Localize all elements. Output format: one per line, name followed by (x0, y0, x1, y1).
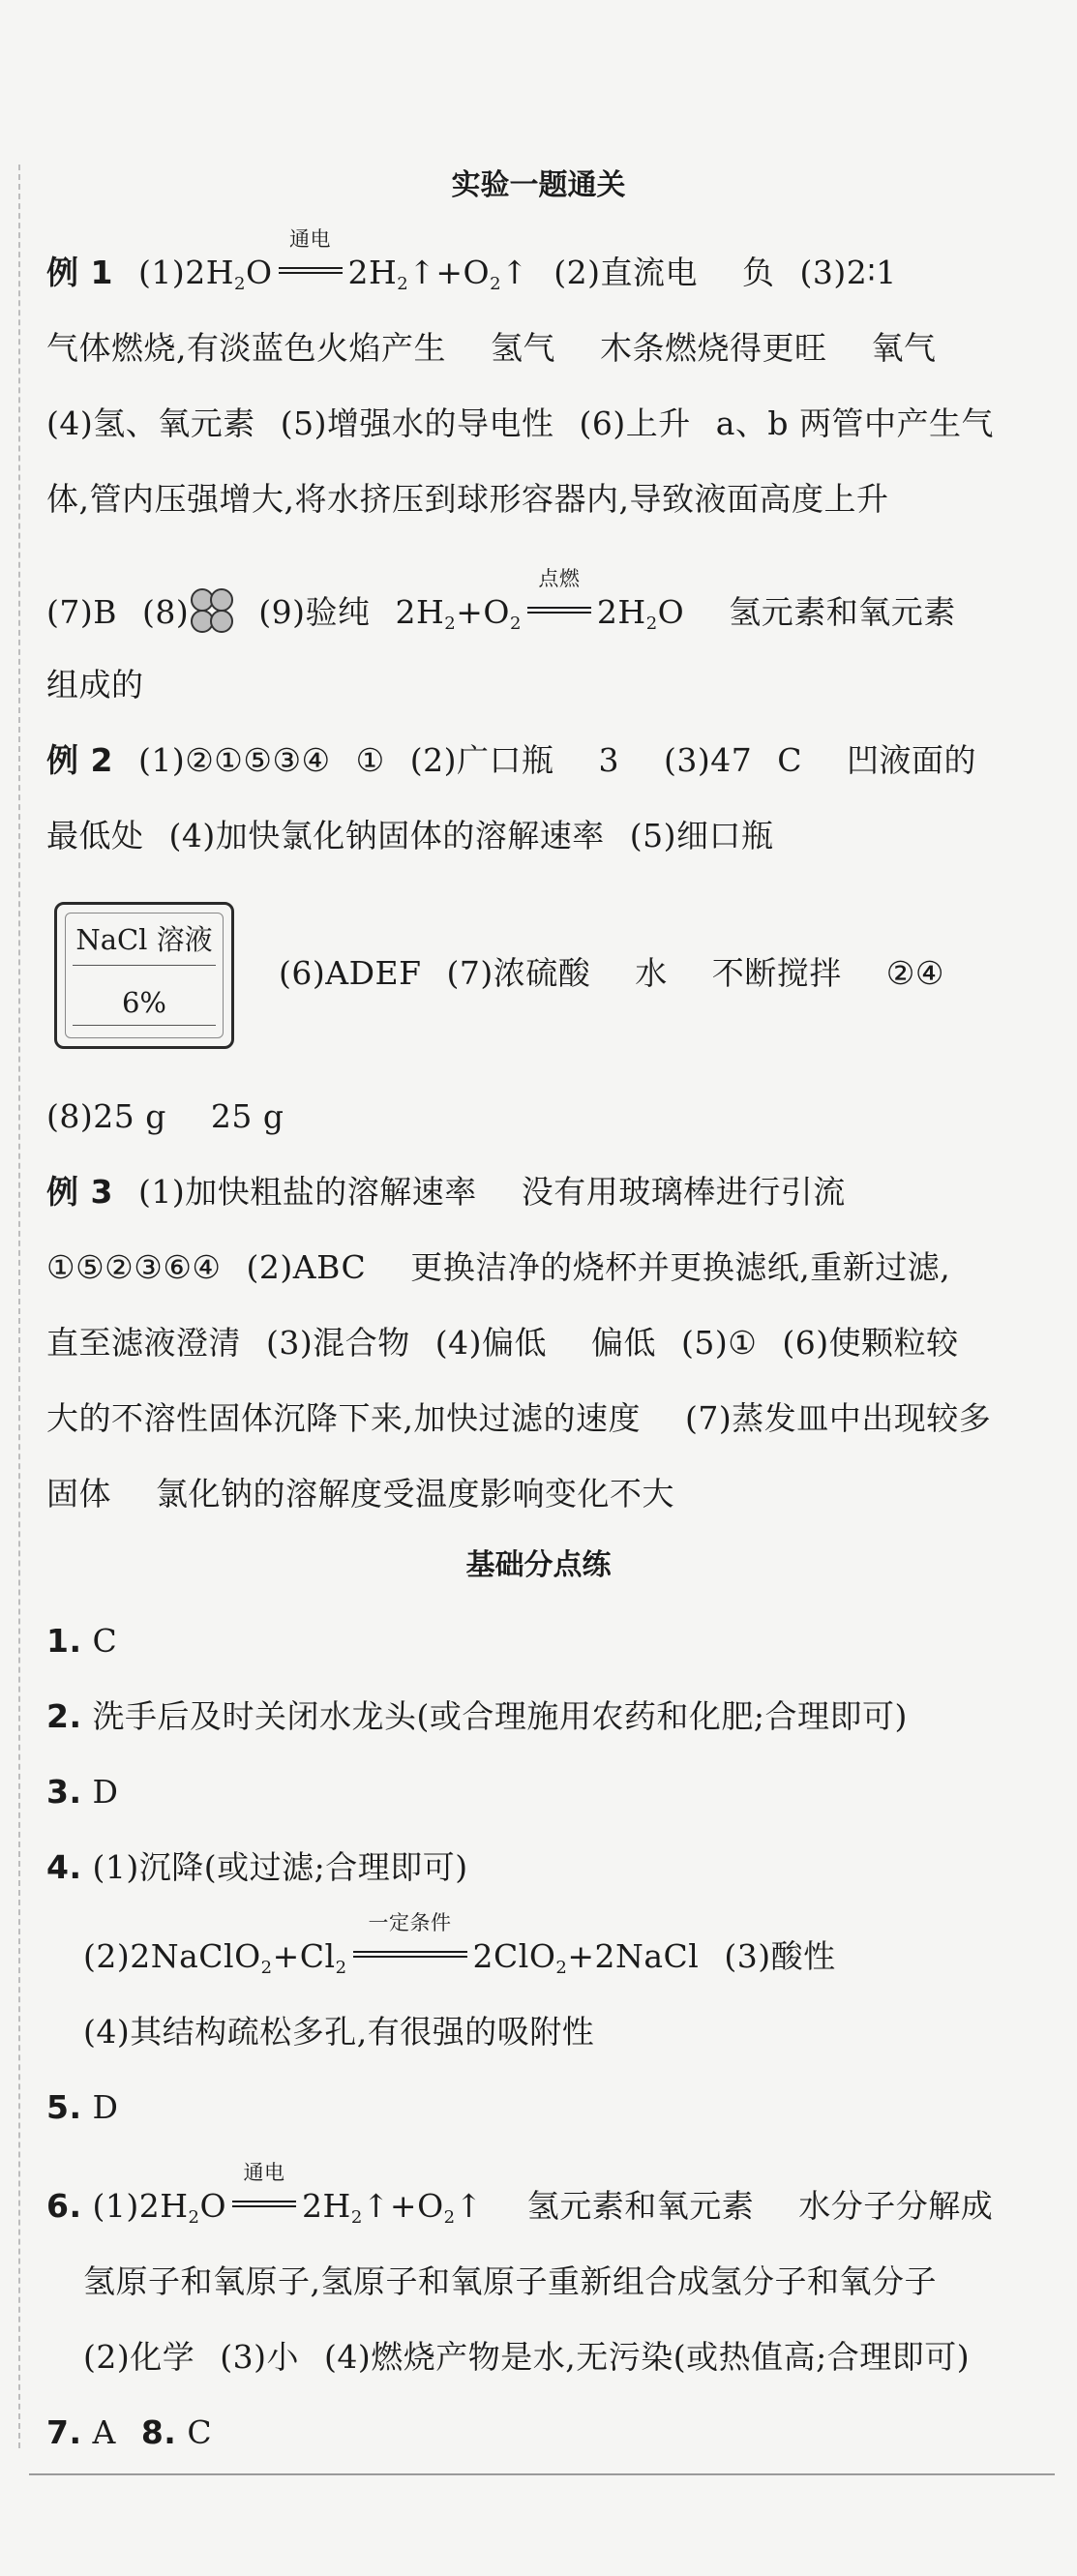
text: +O (456, 593, 510, 631)
text: ②④ (885, 954, 944, 992)
text: 2H (395, 593, 445, 631)
example1-line2 (46, 329, 937, 368)
example3-line4 (46, 1399, 991, 1438)
text: a、b 两管中产生气 (715, 404, 995, 442)
text: 不断搅拌 (711, 954, 842, 992)
text: ↑+O (362, 2187, 444, 2225)
reaction-condition (353, 1911, 467, 1976)
text: (9)验纯 (258, 593, 371, 631)
reaction-condition (232, 2161, 296, 2226)
label-concentration: 6% (121, 986, 166, 1019)
text: (4)加快氯化钠固体的溶解速率 (168, 817, 605, 854)
text: (5)① (681, 1324, 758, 1362)
text: (2)2NaClO (83, 1937, 261, 1975)
margin-divider (18, 165, 20, 2448)
text: 2ClO (472, 1937, 556, 1975)
question-2 (46, 1697, 908, 1736)
text: ↑ (455, 2187, 483, 2225)
text: (1)2H (137, 254, 234, 291)
text: 氯化钠的溶解度受温度影响变化不大 (156, 1475, 674, 1513)
condition-label: 通电 (289, 227, 331, 251)
question-4-line3: (4)其结构疏松多孔,有很强的吸附性 (83, 2013, 595, 2051)
text: (3)47 (663, 741, 753, 779)
text: (6)使颗粒较 (782, 1324, 959, 1362)
text: +2NaCl (567, 1937, 700, 1975)
subscript: 2 (490, 274, 502, 294)
example3-label: 例 3 (46, 1173, 113, 1211)
subscript: 2 (335, 1958, 347, 1978)
subscript: 2 (188, 2207, 200, 2228)
text: (3)酸性 (724, 1937, 836, 1975)
text: 2H (596, 593, 646, 631)
question-4-line2 (83, 1911, 836, 1978)
page-bottom-rule (29, 2473, 1055, 2475)
question-number: 6. (46, 2187, 82, 2225)
text: (5)细口瓶 (629, 817, 774, 854)
text: 大的不溶性固体沉降下来,加快过滤的速度 (46, 1399, 641, 1437)
text: (4)偏低 (434, 1324, 547, 1362)
text: 偏低 (591, 1324, 656, 1362)
text: 水 (635, 954, 668, 992)
text: (1)②①⑤③④ (137, 741, 331, 779)
text: O (657, 593, 685, 631)
text: C (187, 2413, 213, 2451)
question-number: 4. (46, 1848, 82, 1886)
text: (7)浓硫酸 (446, 954, 591, 992)
subscript: 2 (397, 274, 409, 294)
question-number: 7. (46, 2413, 82, 2451)
text: (7)B (46, 593, 117, 631)
text: (2)ABC (246, 1248, 367, 1286)
question-1 (46, 1622, 117, 1661)
text: (2)直流电 (553, 254, 698, 291)
text: 2H (302, 2187, 351, 2225)
text: (1)加快粗盐的溶解速率 (137, 1173, 477, 1211)
text: 木条燃烧得更旺 (600, 329, 827, 367)
subscript: 2 (260, 1958, 273, 1978)
text: (6)上升 (579, 404, 691, 442)
text: (4)氢、氧元素 (46, 404, 255, 442)
text: 25 g (210, 1097, 284, 1135)
reagent-bottle-label (54, 902, 234, 1049)
text: +Cl (272, 1937, 336, 1975)
text: ↑ (501, 254, 529, 291)
example1-label: 例 1 (46, 254, 113, 291)
text: 氢元素和氧元素 (526, 2187, 755, 2225)
question-5 (46, 2088, 118, 2127)
text: O (199, 2187, 227, 2225)
example2-line3 (279, 954, 944, 993)
text: 水分子分解成 (798, 2187, 994, 2225)
subscript: 2 (350, 2207, 363, 2228)
section-title-experiment: 实验一题通关 (451, 168, 626, 202)
text: (3)小 (220, 2338, 299, 2376)
subscript: 2 (444, 614, 457, 634)
text: (3)2∶1 (799, 254, 897, 291)
text: (6)ADEF (279, 954, 422, 992)
question-6 (46, 2161, 994, 2228)
example1-line3 (46, 404, 994, 443)
text: (2)化学 (83, 2338, 195, 2376)
text: C (92, 1622, 118, 1660)
text: (1)2H (92, 2187, 189, 2225)
example2-label: 例 2 (46, 741, 113, 779)
label-solution-name: NaCl 溶液 (75, 923, 213, 956)
hydrogen-molecule-diagram-icon (189, 588, 233, 633)
text: (8)25 g (46, 1097, 166, 1135)
question-6-line3 (83, 2338, 970, 2377)
subscript: 2 (443, 2207, 456, 2228)
subscript: 2 (645, 614, 658, 634)
question-number: 5. (46, 2088, 82, 2126)
text: ①⑤②③⑥④ (46, 1248, 222, 1286)
subscript: 2 (555, 1958, 568, 1978)
example2-line4 (46, 1097, 284, 1136)
text: (2)广口瓶 (409, 741, 554, 779)
example3-line3 (46, 1324, 959, 1363)
text: 没有用玻璃棒进行引流 (521, 1173, 846, 1211)
text: 气体燃烧,有淡蓝色火焰产生 (46, 329, 446, 367)
example3-line2 (46, 1248, 950, 1287)
text: ① (355, 741, 385, 779)
text: 3 (598, 741, 619, 779)
example2-line2 (46, 817, 774, 855)
question-number: 2. (46, 1697, 82, 1735)
text: A (92, 2413, 116, 2451)
condition-label: 通电 (243, 2161, 285, 2184)
text: 氢气 (491, 329, 555, 367)
text: D (92, 1773, 119, 1811)
question-4 (46, 1848, 468, 1887)
text: 直至滤液澄清 (46, 1324, 241, 1362)
text: 洗手后及时关闭水龙头(或合理施用农药和化肥;合理即可) (92, 1697, 908, 1735)
text: 2H (347, 254, 398, 291)
text: D (92, 2088, 119, 2126)
example2-line1 (46, 741, 976, 780)
subscript: 2 (509, 614, 522, 634)
text: 负 (741, 254, 775, 291)
text: 更换洁净的烧杯并更换滤纸,重新过滤, (410, 1248, 951, 1286)
subscript: 2 (233, 274, 246, 294)
text: (1)沉降(或过滤;合理即可) (92, 1848, 468, 1886)
section-title-basics: 基础分点练 (465, 1548, 612, 1582)
example1-line1 (46, 227, 897, 294)
text: (8) (142, 593, 190, 631)
question-6-line2: 氢原子和氧原子,氢原子和氧原子重新组合成氢分子和氧分子 (83, 2262, 937, 2300)
question-number: 3. (46, 1773, 82, 1811)
text: 最低处 (46, 817, 144, 854)
text: (4)燃烧产物是水,无污染(或热值高;合理即可) (324, 2338, 971, 2376)
text: (7)蒸发皿中出现较多 (685, 1399, 992, 1437)
text: (5)增强水的导电性 (280, 404, 554, 442)
question-7-8 (46, 2413, 212, 2452)
text: 氧气 (871, 329, 937, 367)
example3-line5 (46, 1475, 674, 1513)
example1-line5 (46, 567, 956, 634)
example1-line4: 体,管内压强增大,将水挤压到球形容器内,导致液面高度上升 (46, 480, 889, 518)
question-number: 8. (140, 2413, 177, 2451)
question-number: 1. (46, 1622, 82, 1660)
condition-label: 点燃 (538, 567, 581, 590)
reaction-condition (527, 567, 591, 632)
text: 凹液面的 (846, 741, 976, 779)
text: C (777, 741, 802, 779)
question-3 (46, 1773, 118, 1812)
text: 氢元素和氧元素 (729, 593, 956, 631)
text: (3)混合物 (266, 1324, 410, 1362)
example1-line6: 组成的 (46, 666, 144, 704)
condition-label: 一定条件 (368, 1911, 452, 1934)
example3-line1 (46, 1173, 846, 1212)
text: O (245, 254, 273, 291)
reaction-condition (279, 227, 343, 292)
text: ↑+O (408, 254, 491, 291)
text: 固体 (46, 1475, 111, 1513)
